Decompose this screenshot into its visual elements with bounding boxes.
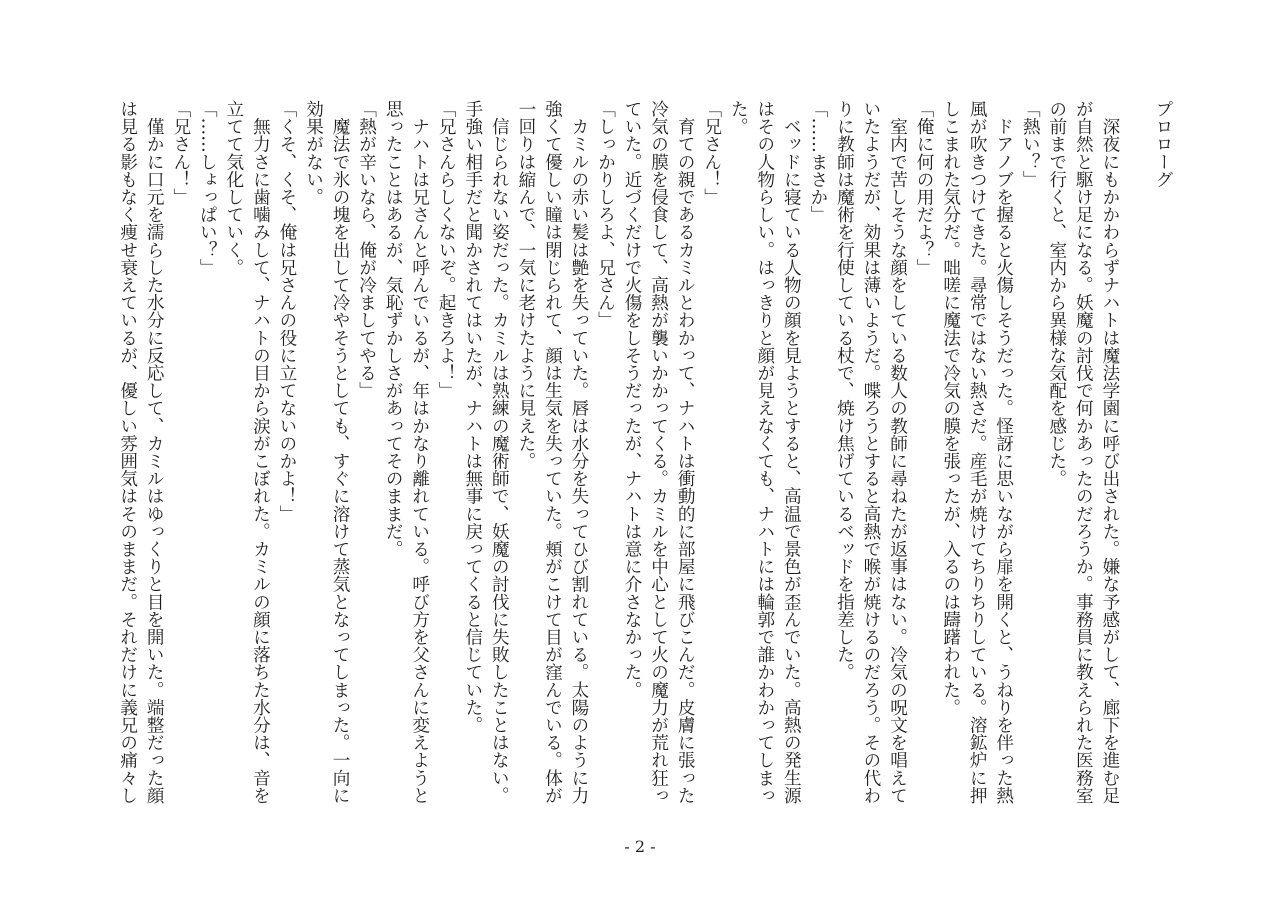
text-line: 「兄さんらしくないぞ。起きろよ！」 — [436, 100, 457, 400]
text-line: 「しっかりしろよ、兄さん」 — [595, 100, 616, 329]
text-line: 深夜にもかかわらずナハトは魔法学園に呼び出された。嫌な予感がして、廊下を進む足 — [1099, 100, 1120, 804]
text-line: 室内で苦しそうな顔をしている数人の教師に尋ねたが返事はない。冷気の呪文を唱えて — [887, 100, 908, 804]
vertical-text-body — [114, 100, 1176, 806]
text-line: 「……まさか」 — [807, 100, 828, 224]
text-line: カミルの赤い髪は艶を失っていた。唇は水分を失ってひび割れている。太陽のように力 — [568, 100, 589, 804]
text-line: 「……しょっぱい？」 — [197, 100, 218, 276]
text-line: しこまれた気分だ。咄嗟に魔法で冷気の膜を張ったが、入るのは躊躇われた。 — [940, 100, 961, 716]
chapter-title: プロローグ — [1153, 100, 1173, 188]
text-line: ドアノブを握ると火傷しそうだった。怪訝に思いながら扉を開くと、うねりを伴った熱 — [993, 100, 1014, 804]
text-line: は見る影もなく痩せ衰えているが、優しい雰囲気はそのままだ。それだけに義兄の痛々し — [117, 100, 138, 804]
text-line: 強くて優しい瞳は閉じられて、顔は生気を失っていた。頬がこけて目が窪んでいる。体が — [542, 100, 563, 804]
text-line: 立てて気化していく。 — [223, 100, 244, 276]
text-line: 魔法で氷の塊を出して冷やそうとしても、すぐに溶けて蒸気となってしまった。一向に — [330, 100, 351, 804]
text-line: の前まで行くと、室内から異様な気配を感じた。 — [1046, 100, 1067, 488]
text-line: ていた。近づくだけで火傷をしそうだったが、ナハトは意に介さなかった。 — [622, 100, 643, 699]
text-line: 思ったことはあるが、気恥ずかしさがあってそのままだ。 — [383, 100, 404, 558]
text-line: が自然と駆け足になる。妖魔の討伐で何かあったのだろうか。事務員に教えられた医務室 — [1073, 100, 1094, 804]
text-line: ベッドに寝ている人物の顔を見ようとすると、高温で景色が歪んでいた。高熱の発生源 — [781, 100, 802, 804]
text-line: 「熱が辛いなら、俺が冷ましてやる」 — [356, 100, 377, 400]
text-line: 無力さに歯噛みして、ナハトの目から涙がこぼれた。カミルの顔に落ちた水分は、音を — [250, 100, 271, 804]
text-line: 「熱い？」 — [1020, 100, 1041, 188]
text-line: 効果がない。 — [303, 100, 324, 206]
text-line: 「くそ、くそ、俺は兄さんの役に立てないのかよ！」 — [276, 100, 297, 523]
text-line: いたようだが、効果は薄いようだ。喋ろうとすると高熱で喉が焼けるのだろう。その代わ — [860, 100, 881, 804]
text-line: 「兄さん！」 — [170, 100, 191, 206]
text-line: はその人物らしい。はっきりと顔が見えなくても、ナハトには輪郭で誰かわかってしまっ — [754, 100, 775, 804]
page-number: - 2 - — [624, 837, 656, 856]
text-line: 一回りは縮んで、一気に老けたように見えた。 — [515, 100, 536, 470]
text-line: 育ての親であるカミルとわかって、ナハトは衝動的に部屋に飛びこんだ。皮膚に張った — [675, 100, 696, 804]
text-line: 手強い相手だと聞かされてはいたが、ナハトは無事に戻ってくると信じていた。 — [462, 100, 483, 734]
text-line: りに教師は魔術を行使している杖で、焼け焦げているベッドを指差した。 — [834, 100, 855, 681]
title-spacer — [1123, 100, 1150, 806]
text-line: 僅かに口元を濡らした水分に反応して、カミルはゆっくりと目を開いた。端整だった顔 — [144, 100, 165, 804]
text-line: 「兄さん！」 — [701, 100, 722, 206]
text-line: 風が吹きつけてきた。尋常ではない熱さだ。産毛が焼けてちりちりしている。溶鉱炉に押 — [967, 100, 988, 804]
text-line: ナハトは兄さんと呼んでいるが、年はかなり離れている。呼び方を父さんに変えようと — [409, 100, 430, 804]
text-line: 信じられない姿だった。カミルは熟練の魔術師で、妖魔の討伐に失敗したことはない。 — [489, 100, 510, 804]
text-line: た。 — [728, 100, 749, 136]
text-line: 冷気の膜を侵食して、高熱が襲いかかってくる。カミルを中心として火の魔力が荒れ狂っ — [648, 100, 669, 804]
text-line: 「俺に何の用だよ？」 — [914, 100, 935, 276]
